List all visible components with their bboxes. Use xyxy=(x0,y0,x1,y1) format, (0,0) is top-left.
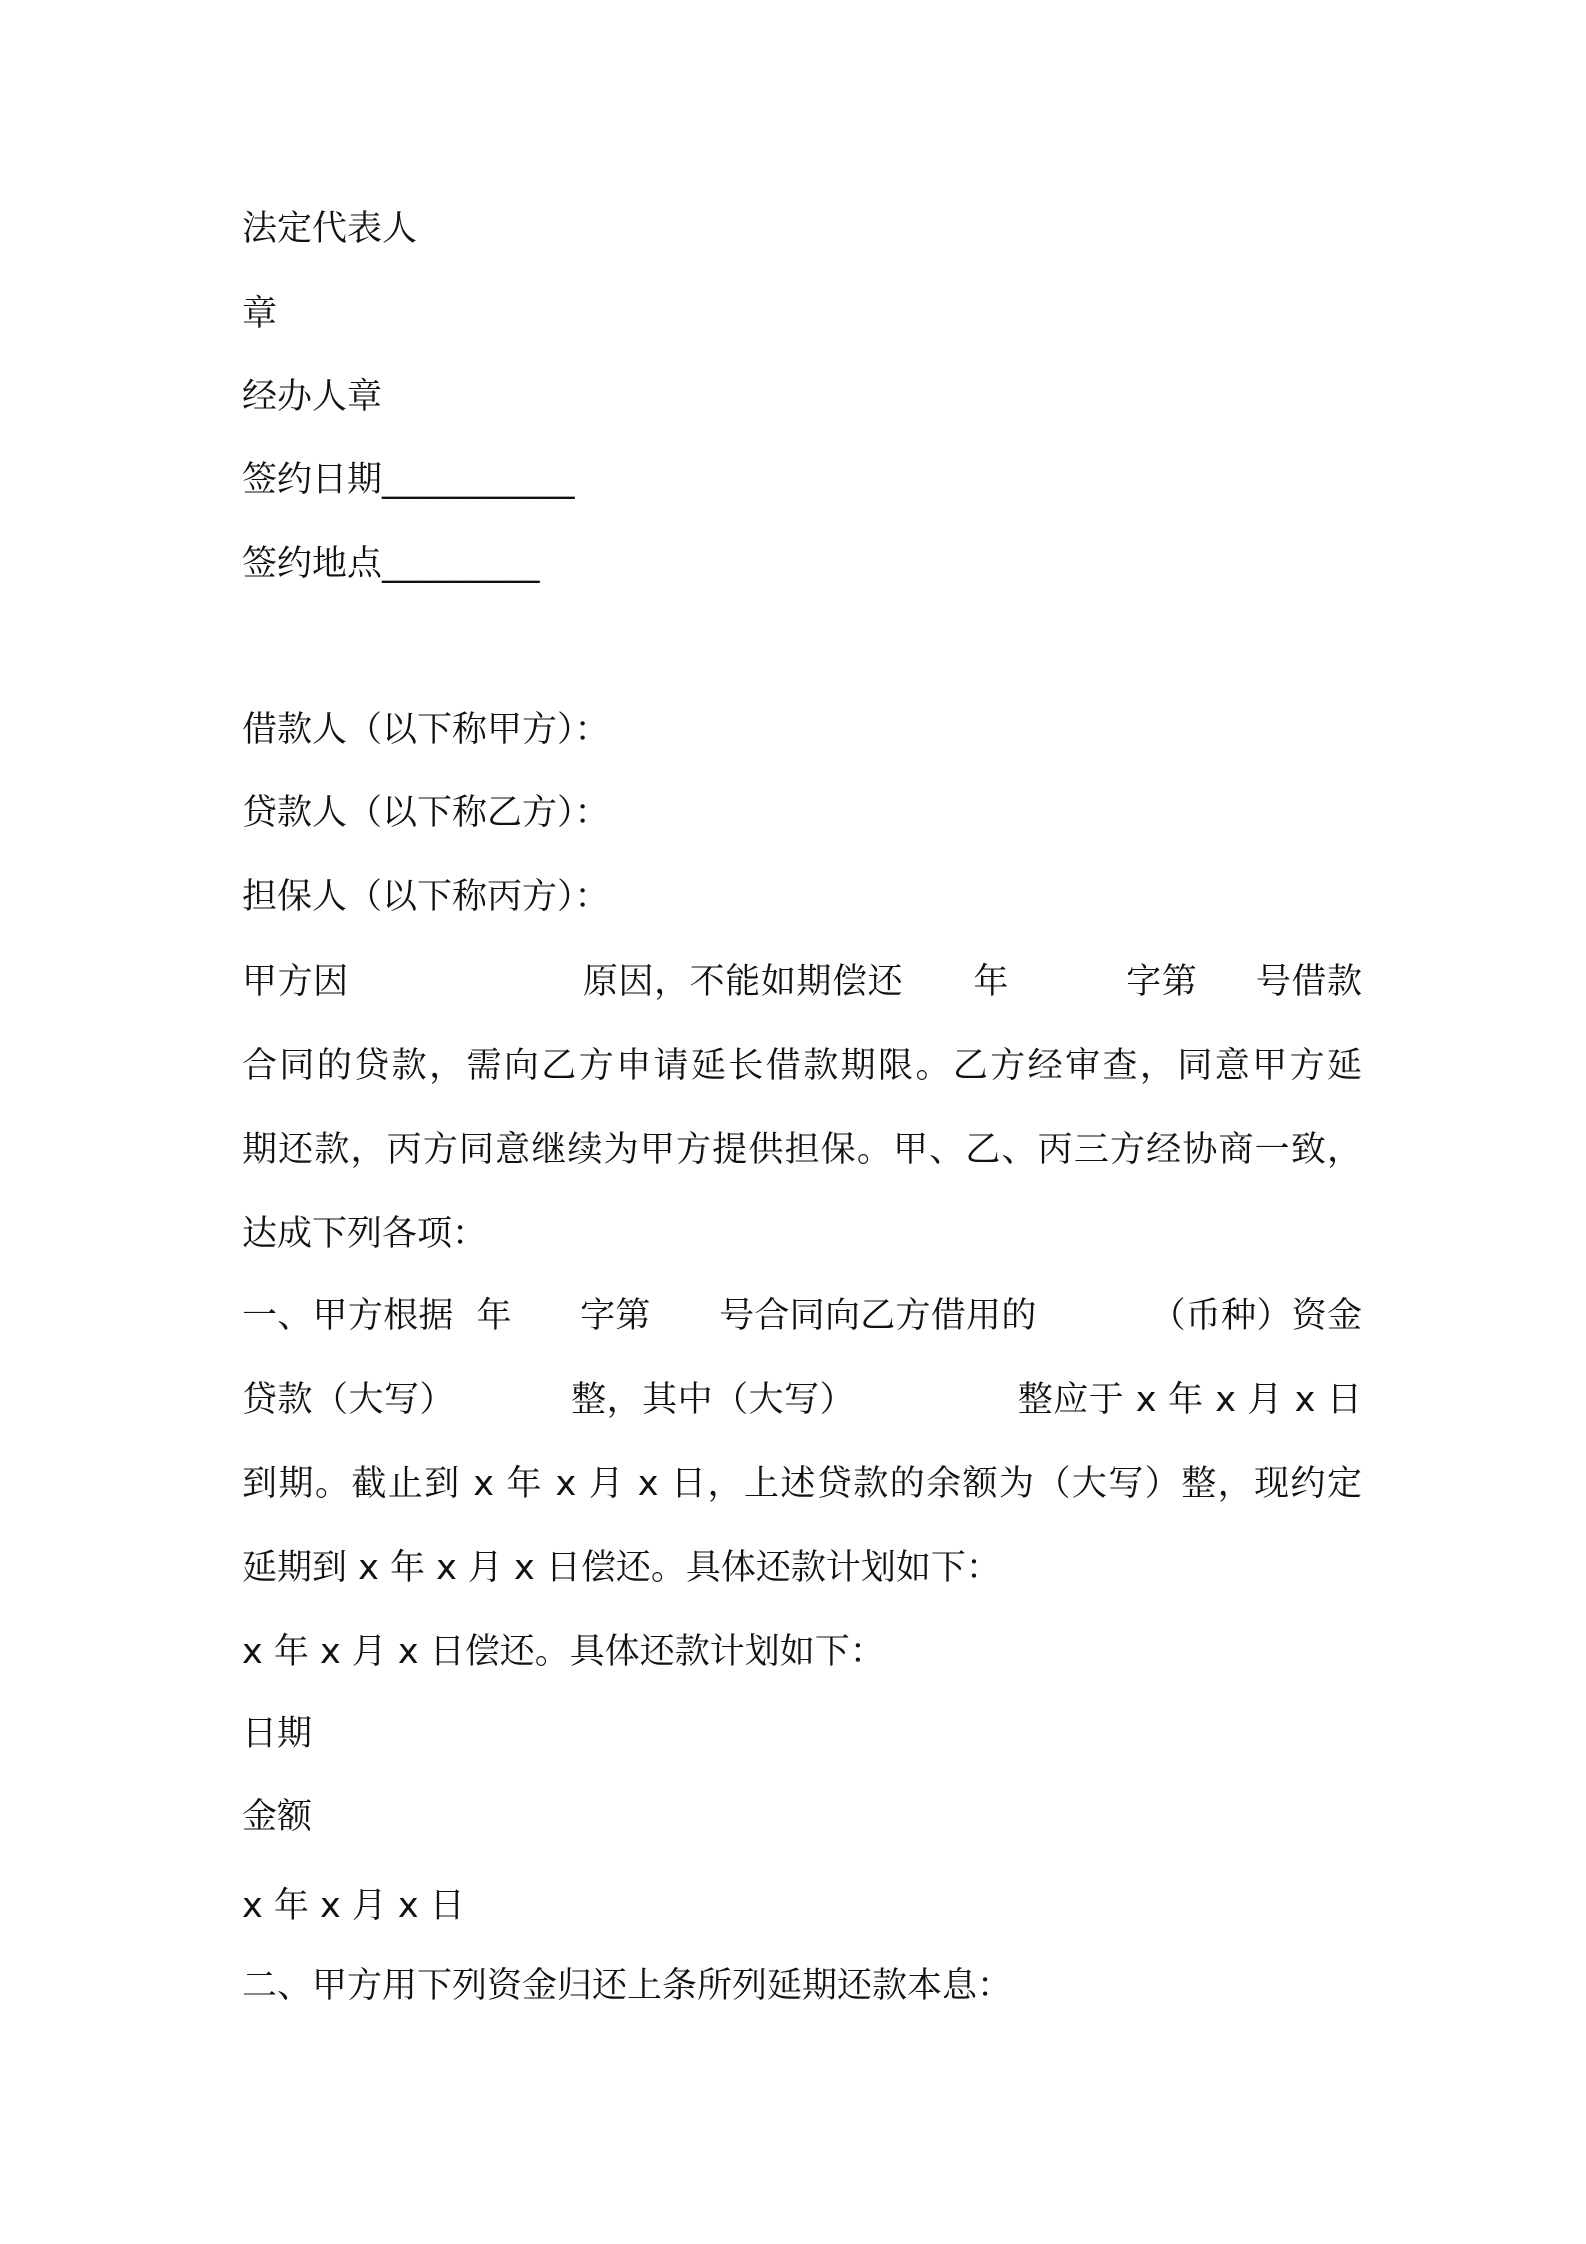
intro-row-1: 甲方因 原因，不能如期偿还 年 字第 号借款 xyxy=(242,962,1362,1002)
clause-one-row-3: 到期。截止到 x 年 x 月 x 日，上述贷款的余额为（大写）整，现约定 xyxy=(242,1464,1362,1504)
intro-row-3: 期还款，丙方同意继续为甲方提供担保。甲、乙、丙三方经协商一致， xyxy=(242,1130,1362,1170)
clause-one-row-5: x 年 x 月 x 日偿还。具体还款计划如下： xyxy=(242,1632,885,1672)
intro-paragraph xyxy=(242,958,1362,1294)
clause-one-row-2: 贷款（大写） 整，其中（大写） 整应于 x 年 x 月 x 日 xyxy=(242,1380,1362,1420)
intro-row-2: 合同的贷款，需向乙方申请延长借款期限。乙方经审查，同意甲方延 xyxy=(242,1046,1362,1086)
legal-representative-label: 法定代表人 xyxy=(242,209,418,249)
clause-one-row-4: 延期到 x 年 x 月 x 日偿还。具体还款计划如下： xyxy=(242,1548,1001,1588)
seal-label: 章 xyxy=(242,294,278,334)
guarantor-line: 担保人（以下称丙方）： xyxy=(242,877,610,917)
schedule-amount-label: 金额 xyxy=(242,1797,313,1837)
clause-two-heading: 二、甲方用下列资金归还上条所列延期还款本息： xyxy=(242,1966,1013,2006)
schedule-date-label: 日期 xyxy=(242,1714,313,1754)
clause-one-row-1: 一、甲方根据 年 字第 号合同向乙方借用的 （币种）资金 xyxy=(242,1296,1362,1336)
lender-line: 贷款人（以下称乙方）： xyxy=(242,793,610,833)
clause-one-paragraph xyxy=(242,1292,1362,1712)
schedule-date-value: x 年 x 月 x 日 xyxy=(242,1886,465,1926)
sign-date-field: 签约日期___________ xyxy=(242,460,575,500)
intro-row-4: 达成下列各项： xyxy=(242,1214,488,1254)
borrower-line: 借款人（以下称甲方）： xyxy=(242,710,610,750)
handler-seal-label: 经办人章 xyxy=(242,377,383,417)
sign-place-field: 签约地点_________ xyxy=(242,544,540,584)
